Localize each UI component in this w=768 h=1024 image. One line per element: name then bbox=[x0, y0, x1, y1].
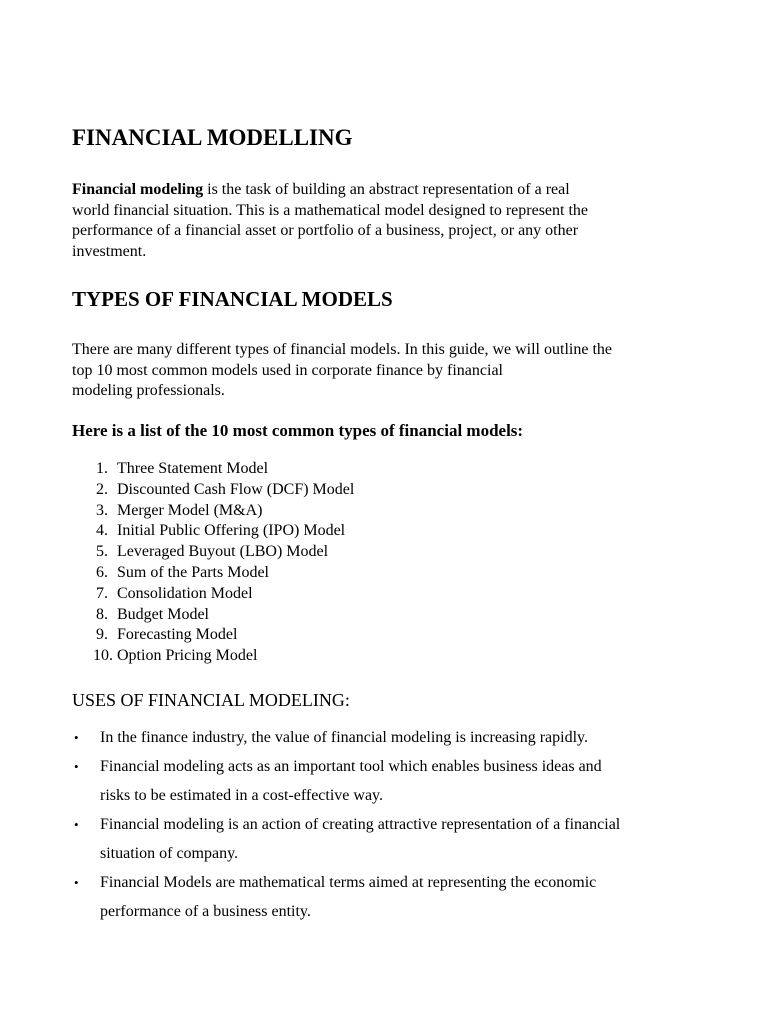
list-item bbox=[72, 605, 354, 626]
list-item bbox=[72, 584, 354, 605]
bullet-text-line-1: Financial modeling acts as an important tool which enables business ideas and bbox=[100, 758, 602, 775]
intro-line-4: investment. bbox=[72, 242, 147, 260]
intro-paragraph bbox=[72, 180, 662, 262]
list-item bbox=[72, 563, 354, 584]
bullet-text-line-2: situation of company. bbox=[100, 845, 239, 862]
list-item bbox=[72, 521, 354, 542]
types-heading: TYPES OF FINANCIAL MODELS bbox=[72, 287, 393, 311]
bullet-item bbox=[72, 723, 692, 752]
bullet-item bbox=[72, 868, 692, 926]
uses-heading: USES OF FINANCIAL MODELING: bbox=[72, 690, 350, 710]
intro-line-2: world financial situation. This is a mathematical model designed to represent the bbox=[72, 201, 589, 219]
list-item-label: Option Pricing Model bbox=[117, 647, 258, 665]
list-item bbox=[72, 625, 354, 646]
types-paragraph bbox=[72, 340, 692, 402]
list-item-number: 10. bbox=[93, 647, 113, 665]
list-item-label: Initial Public Offering (IPO) Model bbox=[117, 522, 346, 540]
list-item-label: Merger Model (M&A) bbox=[117, 501, 263, 519]
types-line-3: modeling professionals. bbox=[72, 382, 225, 400]
list-item-number: 2. bbox=[96, 480, 108, 498]
bullet-icon: • bbox=[74, 759, 79, 774]
bullet-item bbox=[72, 810, 692, 868]
list-item bbox=[72, 501, 354, 522]
list-item-number: 1. bbox=[96, 460, 108, 477]
list-item-number: 8. bbox=[96, 605, 108, 623]
models-list bbox=[72, 459, 354, 667]
bullet-text-line-2: performance of a business entity. bbox=[100, 903, 311, 920]
list-item-number: 5. bbox=[96, 543, 108, 561]
uses-list bbox=[72, 723, 692, 926]
bullet-icon: • bbox=[74, 875, 79, 890]
bullet-text-line-2: risks to be estimated in a cost-effective way. bbox=[100, 787, 384, 804]
intro-line-3: performance of a financial asset or portfolio of a business, project, or any other bbox=[72, 222, 579, 240]
list-item-label: Forecasting Model bbox=[117, 626, 238, 644]
types-line-1: There are many different types of financial models. In this guide, we will outline the bbox=[72, 341, 612, 358]
bullet-text-line-1: In the finance industry, the value of financial modeling is increasing rapidly. bbox=[100, 729, 588, 746]
list-item-label: Consolidation Model bbox=[117, 584, 253, 602]
bullet-text-line-1: Financial modeling is an action of creating attractive representation of a financial bbox=[100, 816, 621, 833]
list-heading: Here is a list of the 10 most common types of financial models: bbox=[72, 421, 524, 440]
intro-line-1: is the task of building an abstract representation of a real bbox=[203, 181, 570, 198]
list-item-number: 4. bbox=[96, 522, 108, 540]
list-item-label: Discounted Cash Flow (DCF) Model bbox=[117, 480, 355, 498]
page-title: FINANCIAL MODELLING bbox=[72, 125, 353, 150]
list-item-label: Budget Model bbox=[117, 605, 209, 623]
list-item-label: Leveraged Buyout (LBO) Model bbox=[117, 543, 329, 561]
list-item bbox=[72, 459, 354, 480]
list-item bbox=[72, 542, 354, 563]
bullet-text-line-1: Financial Models are mathematical terms aimed at representing the economic bbox=[100, 874, 597, 891]
bullet-item bbox=[72, 752, 692, 810]
list-item-number: 9. bbox=[96, 626, 108, 644]
bullet-icon: • bbox=[74, 817, 79, 832]
bullet-icon: • bbox=[74, 730, 79, 745]
list-item bbox=[72, 480, 354, 501]
list-item bbox=[72, 646, 354, 667]
intro-bold-term: Financial modeling bbox=[72, 181, 204, 198]
list-item-label: Three Statement Model bbox=[117, 460, 269, 477]
list-item-number: 7. bbox=[96, 584, 108, 602]
types-line-2: top 10 most common models used in corporate finance by financial bbox=[72, 361, 503, 379]
list-item-number: 6. bbox=[96, 563, 108, 581]
list-item-number: 3. bbox=[96, 501, 108, 519]
list-item-label: Sum of the Parts Model bbox=[117, 563, 269, 581]
